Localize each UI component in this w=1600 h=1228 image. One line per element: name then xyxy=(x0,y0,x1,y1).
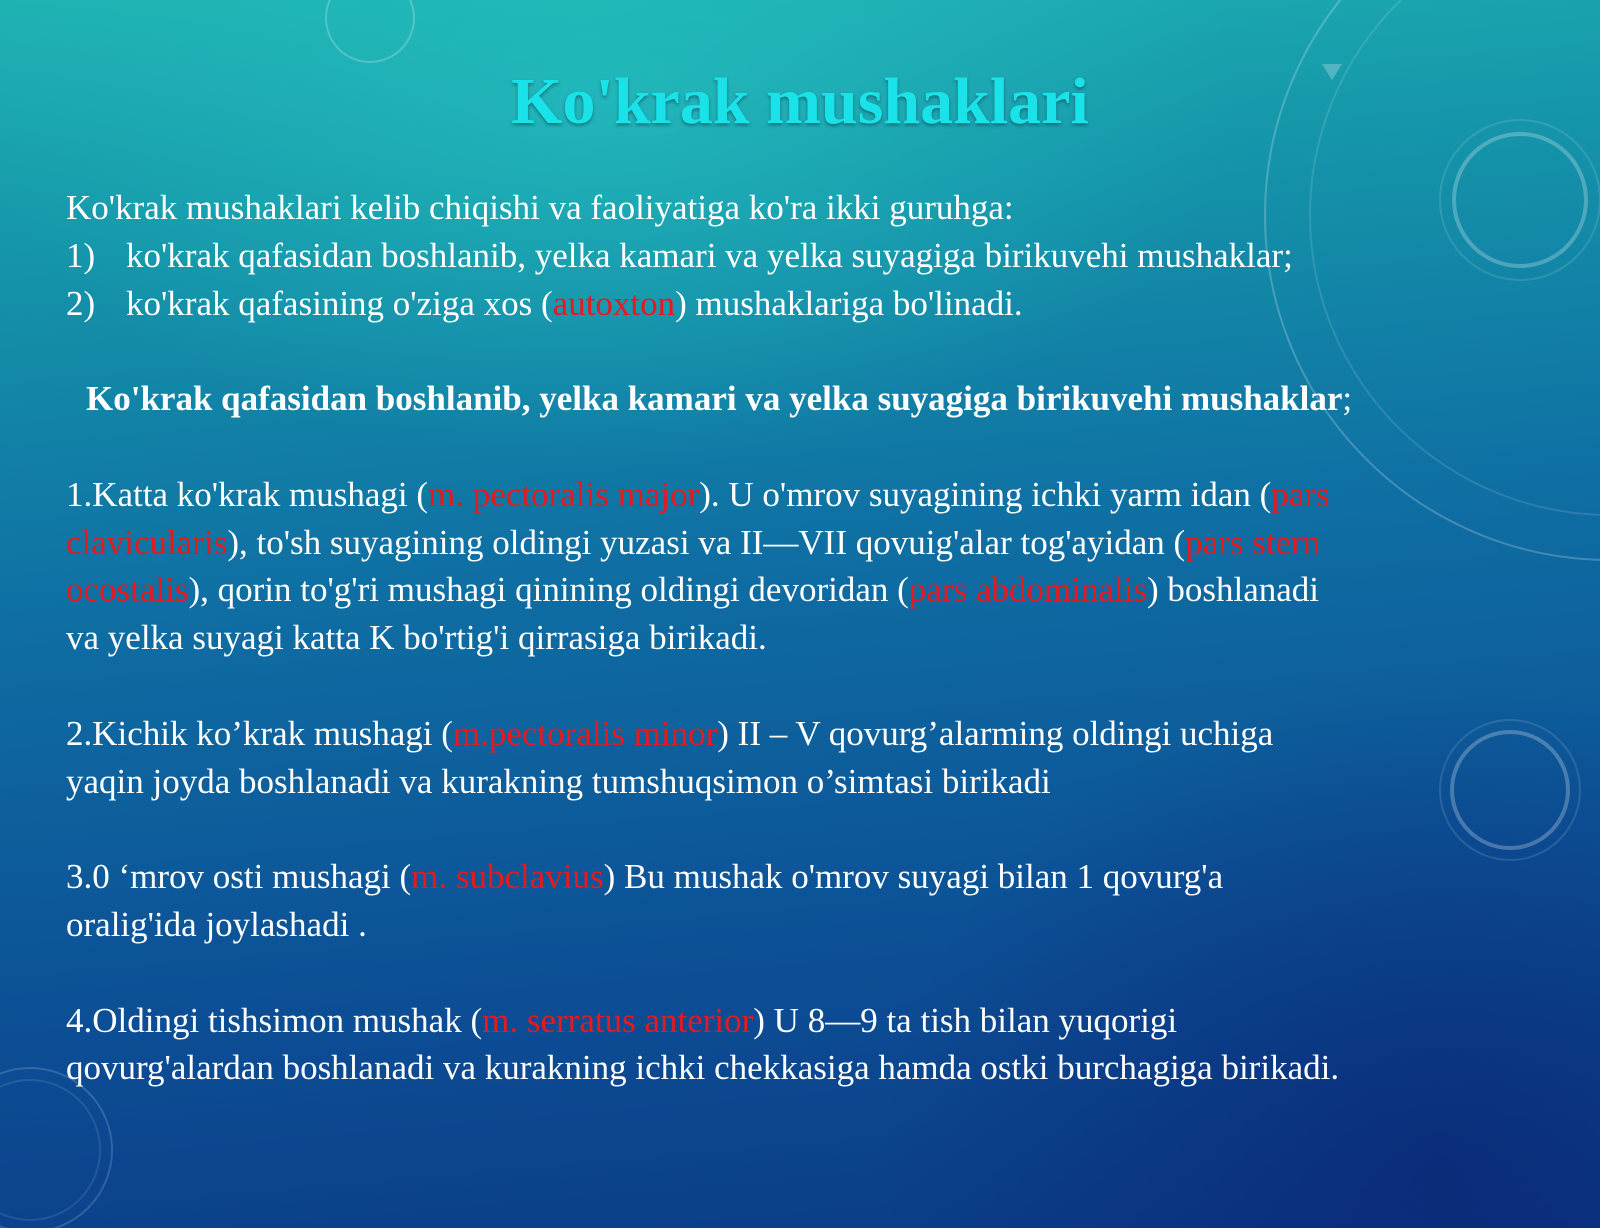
p1-text: 1.Katta ko'krak mushagi ( xyxy=(66,474,429,514)
p1-text: ) boshlanadi xyxy=(1146,570,1319,610)
paragraph-3-line-1 xyxy=(66,853,1566,901)
p1-latin-term: pars stern xyxy=(1185,522,1321,562)
intro-item-2-number: 2) xyxy=(66,283,96,323)
paragraph-2 xyxy=(66,710,1566,806)
section-subheading-suffix: ; xyxy=(1342,379,1353,419)
intro-item-2 xyxy=(66,280,1566,328)
paragraph-4 xyxy=(66,997,1566,1093)
paragraph-1-line-3 xyxy=(66,566,1566,614)
spacer xyxy=(66,662,1566,710)
intro-item-2-term: autoxton xyxy=(552,283,676,323)
p1-text: ), to'sh suyagining oldingi yuzasi va II—VII qovuig'alar tog'ayidan ( xyxy=(227,522,1186,562)
p2-latin-term: m.pectoralis minor xyxy=(452,713,718,753)
paragraph-1 xyxy=(66,471,1566,662)
p4-latin-term: m. serratus anterior xyxy=(482,1000,754,1040)
deco-circle-bottom-left-inner xyxy=(0,1080,100,1220)
p3-latin-term: m. subclavius xyxy=(411,857,604,897)
slide-title: Ko'krak mushaklari xyxy=(511,65,1089,138)
paragraph-1-line-4: va yelka suyagi katta K bo'rtig'i qirrasiga birikadi. xyxy=(66,618,767,658)
deco-circle-top-left xyxy=(326,0,414,62)
p1-latin-term: ocostalis xyxy=(66,570,189,610)
paragraph-1-line-1 xyxy=(66,471,1566,519)
section-subheading-text: Ko'krak qafasidan boshlanib, yelka kamari va yelka suyagiga birikuvehi mushaklar xyxy=(86,379,1343,419)
spacer xyxy=(66,327,1566,375)
section-subheading xyxy=(66,375,1566,423)
intro-item-1 xyxy=(66,232,1566,280)
paragraph-3-line-2: oralig'ida joylashadi . xyxy=(66,904,367,944)
intro-text: Ko'krak mushaklari kelib chiqishi va faoliyatiga ko'ra ikki guruhga: xyxy=(66,188,1014,227)
spacer xyxy=(66,949,1566,997)
intro-item-1-text: ko'krak qafasidan boshlanib, yelka kamari va yelka suyagiga birikuvehi mushaklar; xyxy=(126,235,1293,275)
intro-item-2-after: ) mushaklariga bo'linadi. xyxy=(675,283,1023,323)
p4-text: 4.Oldingi tishsimon mushak ( xyxy=(66,1000,483,1040)
p1-text: ). U o'mrov suyagining ichki yarm idan ( xyxy=(699,474,1272,514)
paragraph-3 xyxy=(66,853,1566,949)
p1-latin-term: pars xyxy=(1271,474,1330,514)
slide-body xyxy=(66,184,1566,1092)
p4-text: ) U 8—9 ta tish bilan yuqorigi xyxy=(753,1000,1178,1040)
p3-text: ) Bu mushak o'mrov suyagi bilan 1 qovurg'a xyxy=(603,857,1224,897)
paragraph-1-line-2 xyxy=(66,519,1566,567)
p1-latin-term: clavicularis xyxy=(66,522,228,562)
p3-text: 3.0 ‘mrov osti mushagi ( xyxy=(66,857,412,897)
paragraph-4-line-2: qovurg'alardan boshlanadi va kurakning ichki chekkasiga hamda ostki burchagiga birikadi. xyxy=(66,1048,1340,1088)
paragraph-2-line-2: yaqin joyda boshlanadi va kurakning tumshuqsimon o’simtasi birikadi xyxy=(66,761,1051,801)
paragraph-4-line-1 xyxy=(66,997,1566,1045)
spacer xyxy=(66,423,1566,471)
p1-text: ), qorin to'g'ri mushagi qinining oldingi devoridan ( xyxy=(188,570,909,610)
spacer xyxy=(66,805,1566,853)
intro-item-2-before: ko'krak qafasining o'ziga xos ( xyxy=(126,283,553,323)
p2-text: ) II – V qovurg’alarming oldingi uchiga xyxy=(717,713,1274,753)
p1-latin-term: pars abdominalis xyxy=(908,570,1147,610)
p1-latin-term: m. pectoralis major xyxy=(428,474,700,514)
paragraph-2-line-1 xyxy=(66,710,1566,758)
intro-item-1-number: 1) xyxy=(66,235,96,275)
p2-text: 2.Kichik ko’krak mushagi ( xyxy=(66,713,453,753)
